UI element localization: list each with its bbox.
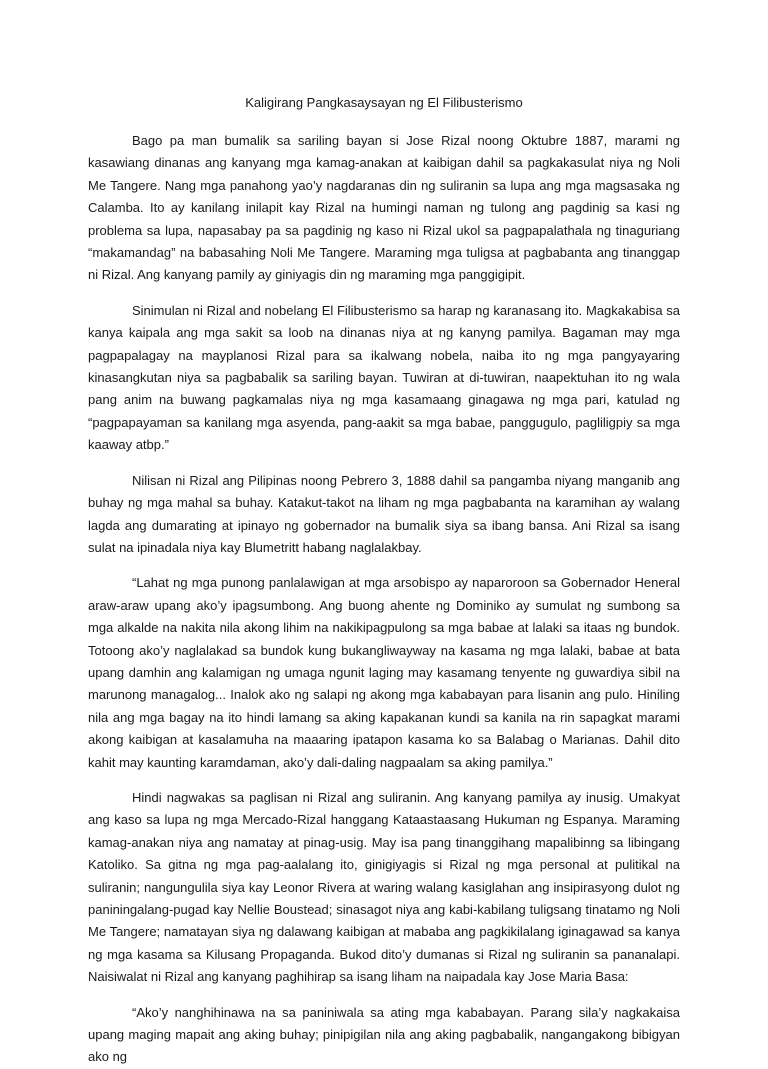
paragraph-3: Nilisan ni Rizal ang Pilipinas noong Pebrero 3, 1888 dahil sa pangamba niyang manganib ang buhay ng mga mahal sa buhay. Katakut-takot na liham ng mga pagbabanta na karamihan ay walang lagda ang dumarating at ipinayo ng gobernador na bumalik siya sa ibang bansa. Ani Rizal sa isang sulat na ipinadala niya kay Blumetritt habang naglalakbay.: [88, 472, 680, 555]
paragraph-2: Sinimulan ni Rizal and nobelang El Filibusterismo sa harap ng karanasang ito. Magkakabisa sa kanya kaipala ang mga sakit sa loob na dinanas niya at ng kanyng pamilya. Bagaman may mga pagpapalagay na mayplanosi Rizal para sa ikalwang nobela, naiba ito ng mga pangyayaring kinasangkutan niya sa pagbabalik sa sariling bayan. Tuwiran at di-tuwiran, naapektuhan ito ng wala pang anim na buwang pagkamalas niya ng mga kasamaang ginagawa ng mga pari, katulad ng “pagpapayaman sa kanilang mga asyenda, pang-aakit sa mga babae, panggugulo, pagliligpiy sa mga kaaway atbp.”: [88, 302, 680, 453]
paragraph-6-quote: “Ako’y nanghihinawa na sa paniniwala sa ating mga kababayan. Parang sila’y nagkakaisa upang maging mapait ang aking buhay; pinipigilan nila ang aking pagbabalik, nangangakong bibigyan ako ng: [88, 1004, 680, 1065]
paragraph-4-quote: “Lahat ng mga punong panlalawigan at mga arsobispo ay naparoroon sa Gobernador Heneral araw-araw upang ako’y ipagsumbong. Ang buong ahente ng Dominiko ay sumulat ng sumbong sa mga alkalde na nakita nila akong lihim na nakikipagpulong sa mga babae at lalaki sa itaas ng bundok. Totoong ako’y naglalakad sa bundok kung bukangliwayway na kasama ng mga lalaki, babae at bata upang damhin ang kalamigan ng umaga ngunit laging may kasamang tenyente ng guwardiya sibil na marunong managalog... Inalok ako ng salapi ng akong mga kababayan para lisanin ang pulo. Hiniling nila ang mga bagay na ito hindi lamang sa aking kapakanan kundi sa kanila na rin sapagkat marami akong kaibigan at kasalamuha na maaaring ipatapon kasama ko sa Balabag o Marianas. Dahil dito kahit may kaunting karamdaman, ako’y dali-daling nagpaalam sa aking pamilya.”: [88, 575, 680, 770]
document-title: Kaligirang Pangkasaysayan ng El Filibusterismo: [245, 95, 523, 110]
paragraph-1: Bago pa man bumalik sa sariling bayan si Jose Rizal noong Oktubre 1887, marami ng kasawiang dinanas ang kanyang mga kamag-anakan at kaibigan dahil sa pagkakasulat niya ng Noli Me Tangere. Nang mga panahong yao’y nagdaranas din ng suliranin sa lupa ang mga magsasaka ng Calamba. Ito ay kanilang inilapit kay Rizal na humingi naman ng tulong ang pagdinig sa kasi ng problema sa lupa, napasabay pa sa pagdinig ng kaso ni Rizal ukol sa pagpapalathala ng tinaguriang “makamandag” na babasahing Noli Me Tangere. Maraming mga tuligsa at pagbabanta ang tinanggap ni Rizal. Ang kanyang pamily ay giniyagis din ng maraming mga panggigipit.: [88, 133, 680, 283]
paragraph-5: Hindi nagwakas sa paglisan ni Rizal ang suliranin. Ang kanyang pamilya ay inusig. Umakyat ang kaso sa lupa ng mga Mercado-Rizal hanggang Kataastaasang Hukuman ng Espanya. Maraming kamag-anakan niya ang namatay at pinag-usig. May isa pang tinanggihang mapalibinng sa libingang Katoliko. Sa gitna ng mga pag-aalalang ito, ginigiyagis si Rizal ng mga personal at pulitikal na suliranin; nangungulila siya kay Leonor Rivera at waring walang kasiglahan ang insipirasyong dulot ng paniningalang-pugad kay Nellie Boustead; sinasagot niya ang kabi-kabilang tuligsang tinatamo ng Noli Me Tangere; namatayan siya ng dalawang kaibigan at mababa ang pagkikilalang iginagawad sa kanya ng mga kasama sa Kilusang Propaganda. Bukod dito’y dumanas si Rizal ng suliranin sa pananalapi. Naisiwalat ni Rizal ang kanyang paghihirap sa isang liham na naipadala kay Jose Maria Basa:: [88, 789, 680, 985]
